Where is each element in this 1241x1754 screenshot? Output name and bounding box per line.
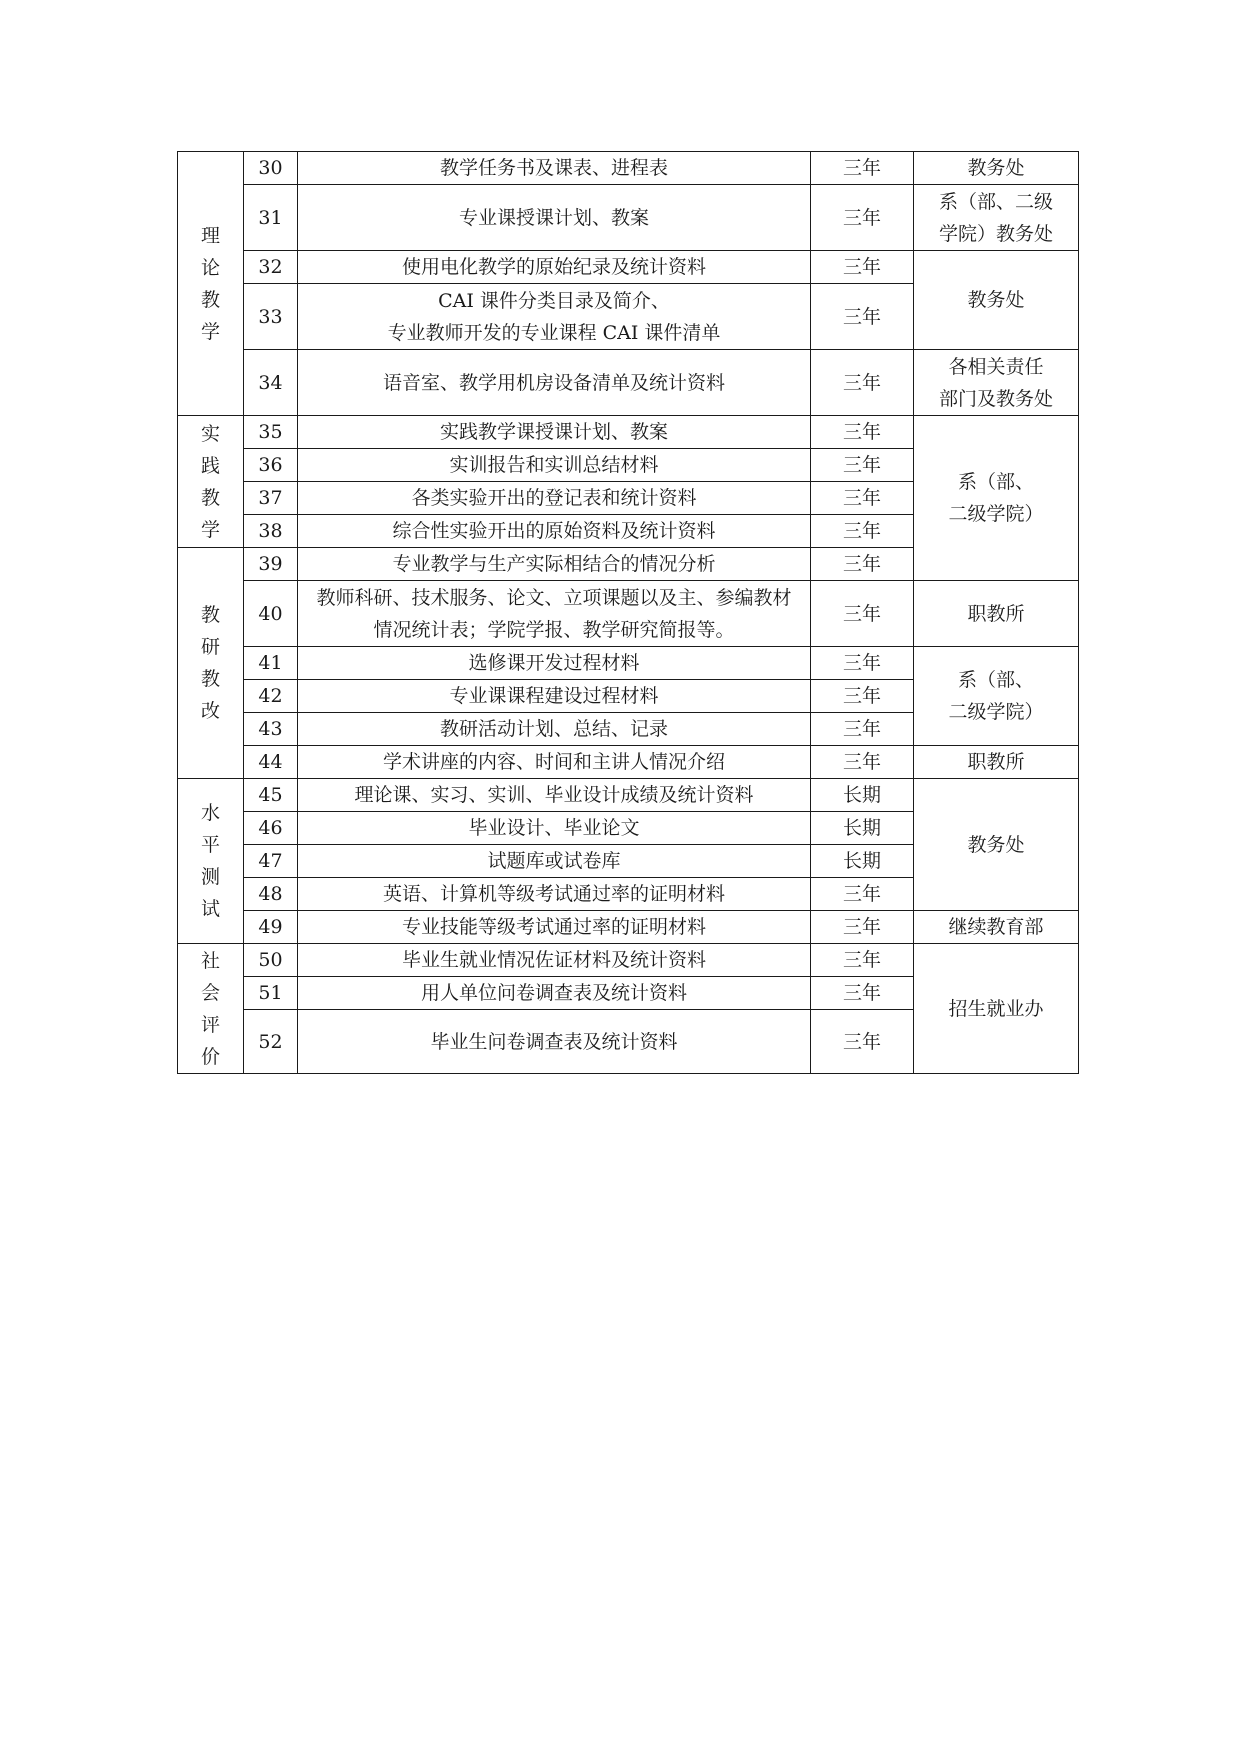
row-number: 33 [244, 284, 298, 350]
row-number: 45 [244, 779, 298, 812]
retention-period: 三年 [811, 746, 914, 779]
archive-item: 专业课课程建设过程材料 [298, 680, 811, 713]
archive-item: 专业教学与生产实际相结合的情况分析 [298, 548, 811, 581]
archive-item: 实践教学课授课计划、教案 [298, 416, 811, 449]
retention-period: 三年 [811, 977, 914, 1010]
responsible-department: 职教所 [914, 746, 1079, 779]
archive-item: 英语、计算机等级考试通过率的证明材料 [298, 878, 811, 911]
row-number: 37 [244, 482, 298, 515]
responsible-department: 继续教育部 [914, 911, 1079, 944]
table-row [178, 911, 1079, 944]
row-number: 40 [244, 581, 298, 647]
retention-period: 三年 [811, 680, 914, 713]
archive-item: 试题库或试卷库 [298, 845, 811, 878]
responsible-department: 招生就业办 [914, 944, 1079, 1074]
archive-item: 教研活动计划、总结、记录 [298, 713, 811, 746]
row-number: 35 [244, 416, 298, 449]
retention-period: 三年 [811, 152, 914, 185]
responsible-department: 系（部、 二级学院） [914, 647, 1079, 746]
table-row [178, 152, 1079, 185]
archive-item: 各类实验开出的登记表和统计资料 [298, 482, 811, 515]
retention-period: 三年 [811, 944, 914, 977]
retention-period: 三年 [811, 449, 914, 482]
archive-item: 用人单位问卷调查表及统计资料 [298, 977, 811, 1010]
category-cell: 水 平 测 试 [178, 779, 244, 944]
responsible-department: 各相关责任 部门及教务处 [914, 350, 1079, 416]
retention-period: 三年 [811, 878, 914, 911]
retention-period: 三年 [811, 647, 914, 680]
row-number: 32 [244, 251, 298, 284]
archive-item: 理论课、实习、实训、毕业设计成绩及统计资料 [298, 779, 811, 812]
row-number: 48 [244, 878, 298, 911]
retention-period: 三年 [811, 416, 914, 449]
row-number: 34 [244, 350, 298, 416]
archive-item: 学术讲座的内容、时间和主讲人情况介绍 [298, 746, 811, 779]
responsible-department: 系（部、 二级学院） [914, 416, 1079, 581]
archive-item: 语音室、教学用机房设备清单及统计资料 [298, 350, 811, 416]
responsible-department: 教务处 [914, 779, 1079, 911]
category-cell: 实 践 教 学 [178, 416, 244, 548]
archive-item: 教师科研、技术服务、论文、立项课题以及主、参编教材情况统计表；学院学报、教学研究简报等。 [298, 581, 811, 647]
retention-period: 三年 [811, 911, 914, 944]
table-row [178, 779, 1079, 812]
row-number: 49 [244, 911, 298, 944]
table-row [178, 746, 1079, 779]
row-number: 30 [244, 152, 298, 185]
archive-item: 使用电化教学的原始纪录及统计资料 [298, 251, 811, 284]
row-number: 42 [244, 680, 298, 713]
archive-item: 选修课开发过程材料 [298, 647, 811, 680]
row-number: 46 [244, 812, 298, 845]
category-cell: 理 论 教 学 [178, 152, 244, 416]
retention-period: 三年 [811, 1010, 914, 1074]
category-cell: 社 会 评 价 [178, 944, 244, 1074]
retention-period: 三年 [811, 284, 914, 350]
archive-retention-table [177, 151, 1079, 1074]
row-number: 38 [244, 515, 298, 548]
retention-period: 三年 [811, 548, 914, 581]
retention-period: 长期 [811, 845, 914, 878]
archive-item: CAI 课件分类目录及简介、 专业教师开发的专业课程 CAI 课件清单 [298, 284, 811, 350]
row-number: 51 [244, 977, 298, 1010]
archive-item: 综合性实验开出的原始资料及统计资料 [298, 515, 811, 548]
table-row [178, 581, 1079, 647]
archive-item: 实训报告和实训总结材料 [298, 449, 811, 482]
responsible-department: 教务处 [914, 152, 1079, 185]
row-number: 36 [244, 449, 298, 482]
retention-period: 三年 [811, 482, 914, 515]
retention-period: 三年 [811, 581, 914, 647]
table-row [178, 944, 1079, 977]
table-row [178, 350, 1079, 416]
row-number: 43 [244, 713, 298, 746]
retention-period: 长期 [811, 779, 914, 812]
retention-period: 三年 [811, 350, 914, 416]
retention-period: 三年 [811, 515, 914, 548]
responsible-department: 教务处 [914, 251, 1079, 350]
category-cell: 教 研 教 改 [178, 548, 244, 779]
row-number: 52 [244, 1010, 298, 1074]
archive-item: 教学任务书及课表、进程表 [298, 152, 811, 185]
retention-period: 长期 [811, 812, 914, 845]
retention-period: 三年 [811, 251, 914, 284]
archive-item: 专业课授课计划、教案 [298, 185, 811, 251]
row-number: 47 [244, 845, 298, 878]
archive-item: 毕业设计、毕业论文 [298, 812, 811, 845]
row-number: 41 [244, 647, 298, 680]
row-number: 44 [244, 746, 298, 779]
table-row [178, 185, 1079, 251]
row-number: 50 [244, 944, 298, 977]
archive-item: 专业技能等级考试通过率的证明材料 [298, 911, 811, 944]
archive-item: 毕业生就业情况佐证材料及统计资料 [298, 944, 811, 977]
table-row [178, 251, 1079, 284]
responsible-department: 职教所 [914, 581, 1079, 647]
table-row [178, 647, 1079, 680]
archive-item: 毕业生问卷调查表及统计资料 [298, 1010, 811, 1074]
row-number: 31 [244, 185, 298, 251]
row-number: 39 [244, 548, 298, 581]
table-row [178, 416, 1079, 449]
retention-period: 三年 [811, 713, 914, 746]
responsible-department: 系（部、二级 学院）教务处 [914, 185, 1079, 251]
retention-period: 三年 [811, 185, 914, 251]
